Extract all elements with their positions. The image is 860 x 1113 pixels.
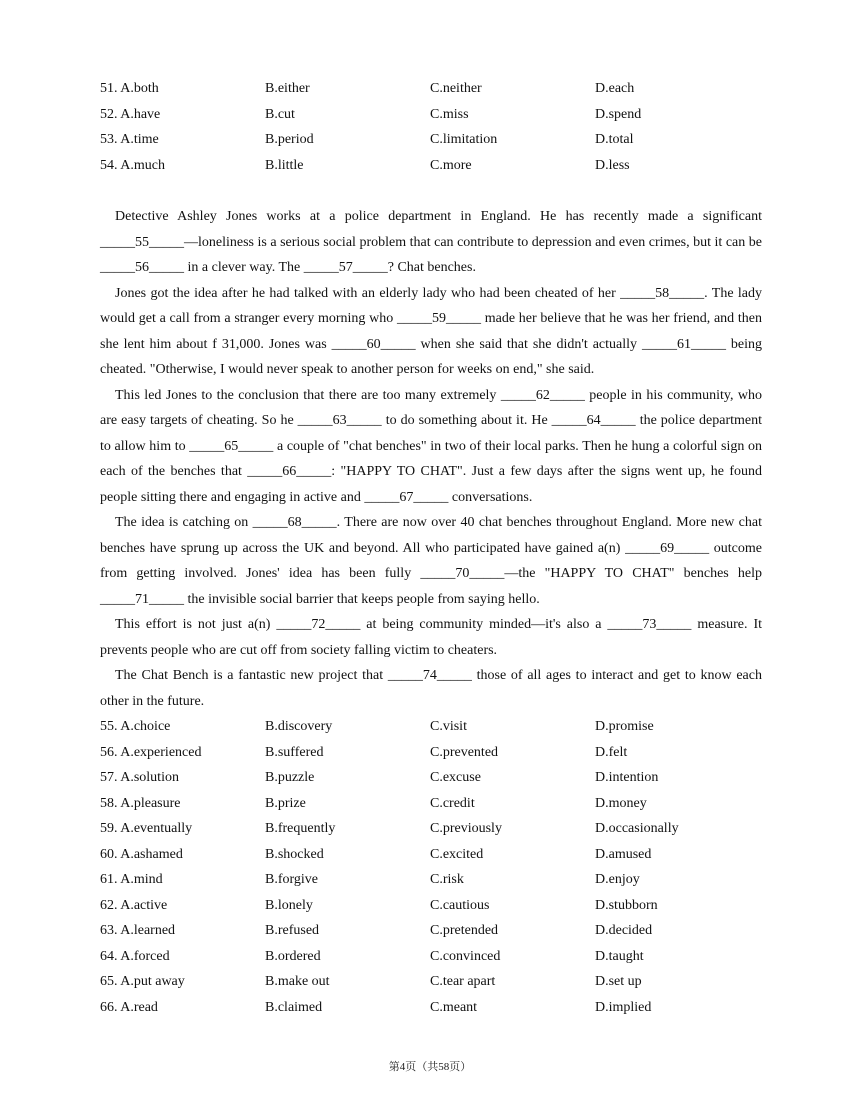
option-d: D.total bbox=[595, 132, 634, 147]
option-c: C.meant bbox=[430, 999, 478, 1015]
option-d: D.promise bbox=[595, 719, 654, 734]
passage-paragraph-6: The Chat Bench is a fantastic new project that _____74_____ those of all ages to interact and get to know each other in the future. bbox=[100, 668, 762, 709]
options-top-table bbox=[100, 76, 780, 178]
option-c: C.credit bbox=[430, 795, 475, 811]
option-b: B.make out bbox=[265, 974, 330, 989]
option-a: 51. A.both bbox=[100, 81, 159, 96]
option-row-63 bbox=[100, 918, 780, 944]
passage-paragraph-1: Detective Ashley Jones works at a police department in England. He has recently made a significant _____55_____—loneliness is a serious social problem that can contribute to depression and even crimes, but it can be _____56_____ in a clever way. The _____57_____? Chat benches. bbox=[100, 209, 762, 275]
option-c: C.neither bbox=[430, 81, 482, 96]
option-row-64 bbox=[100, 944, 780, 970]
option-a: 55. A.choice bbox=[100, 719, 171, 734]
option-a: 57. A.solution bbox=[100, 770, 179, 785]
option-d: D.intention bbox=[595, 770, 659, 785]
option-a: 58. A.pleasure bbox=[100, 795, 181, 811]
option-c: C.pretended bbox=[430, 923, 499, 938]
option-c: C.more bbox=[430, 157, 472, 173]
passage-paragraph-4: The idea is catching on _____68_____. There are now over 40 chat benches throughout England. More new chat benches have sprung up across the UK and beyond. All who participated have gained a(n) _____69_____ outcome from getting involved. Jones' idea has been fully _____70_____—the "HAPPY TO CHAT" benches help _____71_____ the invisible social barrier that keeps people from saying hello. bbox=[100, 515, 762, 607]
option-d: D.spend bbox=[595, 106, 642, 122]
option-a: 62. A.active bbox=[100, 897, 168, 913]
option-a: 59. A.eventually bbox=[100, 821, 193, 836]
option-a: 53. A.time bbox=[100, 132, 159, 147]
option-a: 65. A.put away bbox=[100, 974, 185, 989]
option-a: 66. A.read bbox=[100, 999, 158, 1015]
option-b: B.ordered bbox=[265, 948, 321, 964]
option-d: D.each bbox=[595, 81, 635, 96]
option-d: D.implied bbox=[595, 999, 652, 1015]
option-b: B.shocked bbox=[265, 846, 324, 862]
option-a: 60. A.ashamed bbox=[100, 846, 183, 862]
option-a: 61. A.mind bbox=[100, 872, 163, 887]
option-row-59 bbox=[100, 816, 780, 842]
option-row-62 bbox=[100, 893, 780, 919]
option-row-60 bbox=[100, 842, 780, 868]
option-b: B.either bbox=[265, 81, 310, 96]
option-row-57 bbox=[100, 765, 780, 791]
option-c: C.visit bbox=[430, 719, 467, 734]
option-b: B.little bbox=[265, 157, 304, 173]
option-b: B.discovery bbox=[265, 719, 333, 734]
option-c: C.cautious bbox=[430, 897, 490, 913]
passage-paragraph-3: This led Jones to the conclusion that there are too many extremely _____62_____ people in his community, who are easy targets of cheating. So he _____63_____ to do something about it. He _____64_____ the police department to allow him to _____65_____ a couple of "chat benches" in two of their local parks. Then he hung a colorful sign on each of the benches that _____66_____: "HAPPY TO CHAT". Just a few days after the signs went up, he found people sitting there and engaging in active and _____67_____ conversations. bbox=[100, 387, 762, 505]
option-b: B.claimed bbox=[265, 999, 323, 1015]
option-d: D.money bbox=[595, 795, 647, 811]
option-d: D.felt bbox=[595, 744, 628, 760]
option-b: B.cut bbox=[265, 106, 295, 122]
option-b: B.refused bbox=[265, 923, 320, 938]
option-d: D.enjoy bbox=[595, 872, 640, 887]
option-d: D.decided bbox=[595, 923, 653, 938]
option-c: C.excuse bbox=[430, 770, 481, 785]
passage-paragraph-2: Jones got the idea after he had talked with an elderly lady who had been cheated of her _____58_____. The lady would get a call from a stranger every morning who _____59_____ made her believe that he was her friend, and then she lent him about f 31,000. Jones was _____60_____ when she said that she didn't actually _____61_____ being cheated. "Otherwise, I would never speak to another person for weeks on end," she said. bbox=[100, 285, 762, 377]
option-c: C.risk bbox=[430, 872, 464, 887]
option-c: C.previously bbox=[430, 821, 502, 836]
option-d: D.less bbox=[595, 157, 630, 173]
option-a: 54. A.much bbox=[100, 157, 165, 173]
option-row-56 bbox=[100, 740, 780, 766]
option-row-55 bbox=[100, 714, 780, 740]
option-row-61 bbox=[100, 867, 780, 893]
option-d: D.stubborn bbox=[595, 897, 658, 913]
option-a: 52. A.have bbox=[100, 106, 161, 122]
page-footer: 第4页（共58页） bbox=[388, 1061, 472, 1073]
option-row-65 bbox=[100, 969, 780, 995]
option-row-53 bbox=[100, 127, 780, 153]
option-b: B.suffered bbox=[265, 744, 324, 760]
option-c: C.limitation bbox=[430, 132, 498, 147]
option-a: 63. A.learned bbox=[100, 923, 176, 938]
option-d: D.amused bbox=[595, 846, 652, 862]
options-bottom-table bbox=[100, 714, 780, 1020]
option-row-58 bbox=[100, 791, 780, 817]
option-c: C.excited bbox=[430, 846, 484, 862]
option-c: C.prevented bbox=[430, 744, 499, 760]
option-b: B.prize bbox=[265, 795, 306, 811]
option-row-51 bbox=[100, 76, 780, 102]
option-b: B.frequently bbox=[265, 821, 336, 836]
option-row-52 bbox=[100, 102, 780, 128]
option-a: 64. A.forced bbox=[100, 948, 170, 964]
option-a: 56. A.experienced bbox=[100, 744, 202, 760]
option-c: C.tear apart bbox=[430, 974, 496, 989]
option-b: B.puzzle bbox=[265, 770, 315, 785]
option-d: D.taught bbox=[595, 948, 644, 964]
option-d: D.occasionally bbox=[595, 821, 679, 836]
option-row-66 bbox=[100, 995, 780, 1021]
passage-paragraph-5: This effort is not just a(n) _____72_____ at being community minded—it's also a _____73_____ measure. It prevents people who are cut off from society falling victim to cheaters. bbox=[100, 617, 762, 658]
reading-passage bbox=[100, 204, 762, 714]
option-c: C.convinced bbox=[430, 948, 501, 964]
option-d: D.set up bbox=[595, 974, 642, 989]
option-b: B.lonely bbox=[265, 897, 313, 913]
option-b: B.forgive bbox=[265, 872, 319, 887]
option-b: B.period bbox=[265, 132, 314, 147]
option-c: C.miss bbox=[430, 106, 469, 122]
option-row-54 bbox=[100, 153, 780, 179]
